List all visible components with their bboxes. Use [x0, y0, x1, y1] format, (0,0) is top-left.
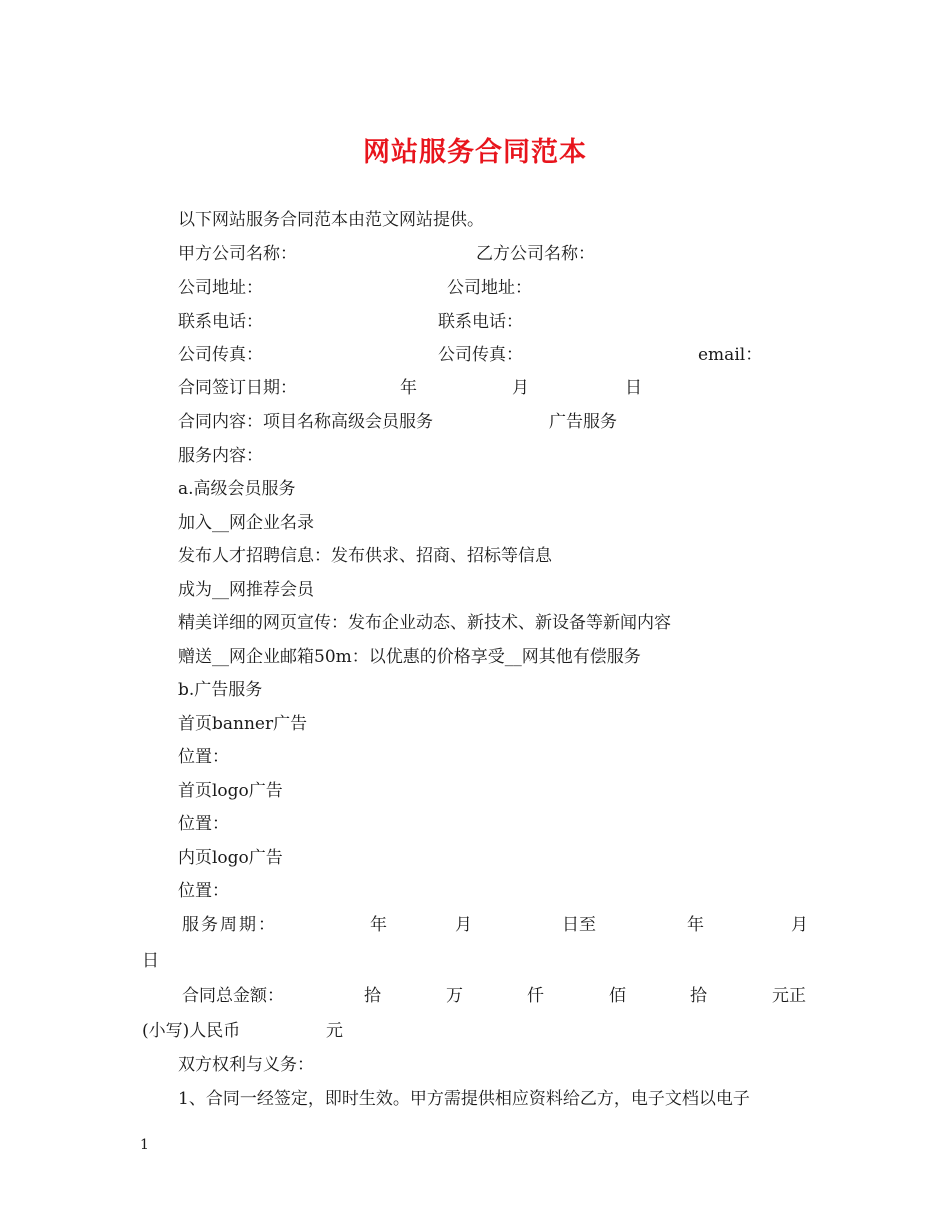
service-content-label: 服务内容： [178, 446, 263, 466]
home-logo-item: 首页logo广告 [178, 781, 283, 801]
sign-year: 年 [400, 378, 417, 398]
promo-item: 精美详细的网页宣传：发布企业动态、新技术、新设备等新闻内容 [178, 613, 671, 633]
party-a-name-label: 甲方公司名称： [178, 244, 297, 264]
inner-logo-item: 内页logo广告 [178, 848, 283, 868]
sign-month: 月 [512, 378, 529, 398]
period-label: 服务周期： [182, 915, 277, 935]
address-b-label: 公司地址： [447, 278, 532, 298]
position-label-1: 位置： [178, 747, 229, 767]
email-label: email： [698, 345, 763, 365]
period-month-2: 月 [791, 915, 808, 935]
unit-qian: 仟 [527, 986, 544, 1006]
address-a-label: 公司地址： [178, 278, 263, 298]
phone-b-label: 联系电话： [438, 312, 523, 332]
join-item: 加入__网企业名录 [178, 513, 314, 533]
small-amount-yuan: 元 [326, 1021, 343, 1041]
small-amount-label: (小写)人民币 [142, 1021, 241, 1041]
document-title: 网站服务合同范本 [363, 137, 587, 168]
rights-heading: 双方权利与义务： [178, 1055, 314, 1075]
unit-shi-1: 拾 [364, 986, 381, 1006]
sign-date-label: 合同签订日期： [178, 378, 297, 398]
intro-text: 以下网站服务合同范本由范文网站提供。 [178, 210, 484, 230]
position-label-2: 位置： [178, 814, 229, 834]
gift-item: 赠送__网企业邮箱50m：以优惠的价格享受__网其他有偿服务 [178, 647, 641, 667]
period-month-1: 月 [455, 915, 472, 935]
fax-a-label: 公司传真： [178, 345, 263, 365]
ad-service-label: 广告服务 [549, 412, 617, 432]
period-day-to: 日至 [562, 915, 596, 935]
total-label: 合同总金额： [182, 986, 284, 1006]
unit-bai: 佰 [609, 986, 626, 1006]
recommend-item: 成为__网推荐会员 [178, 580, 314, 600]
position-label-3: 位置： [178, 881, 229, 901]
unit-shi-2: 拾 [690, 986, 707, 1006]
premium-heading: a.高级会员服务 [178, 479, 296, 499]
ads-heading: b.广告服务 [178, 680, 263, 700]
phone-a-label: 联系电话： [178, 312, 263, 332]
home-banner-item: 首页banner广告 [178, 714, 308, 734]
sign-day: 日 [625, 378, 642, 398]
unit-yuan-zheng: 元正 [772, 986, 806, 1006]
fax-b-label: 公司传真： [438, 345, 523, 365]
unit-wan: 万 [446, 986, 463, 1006]
party-b-name-label: 乙方公司名称： [476, 244, 595, 264]
period-day-2: 日 [142, 951, 159, 971]
clause-1: 1、合同一经签定，即时生效。甲方需提供相应资料给乙方，电子文档以电子 [178, 1089, 750, 1109]
publish-item: 发布人才招聘信息：发布供求、招商、招标等信息 [178, 546, 552, 566]
period-year-2: 年 [687, 915, 704, 935]
contract-content: 合同内容：项目名称高级会员服务 [178, 412, 433, 432]
page-number: 1 [140, 1137, 149, 1153]
period-year-1: 年 [370, 915, 387, 935]
